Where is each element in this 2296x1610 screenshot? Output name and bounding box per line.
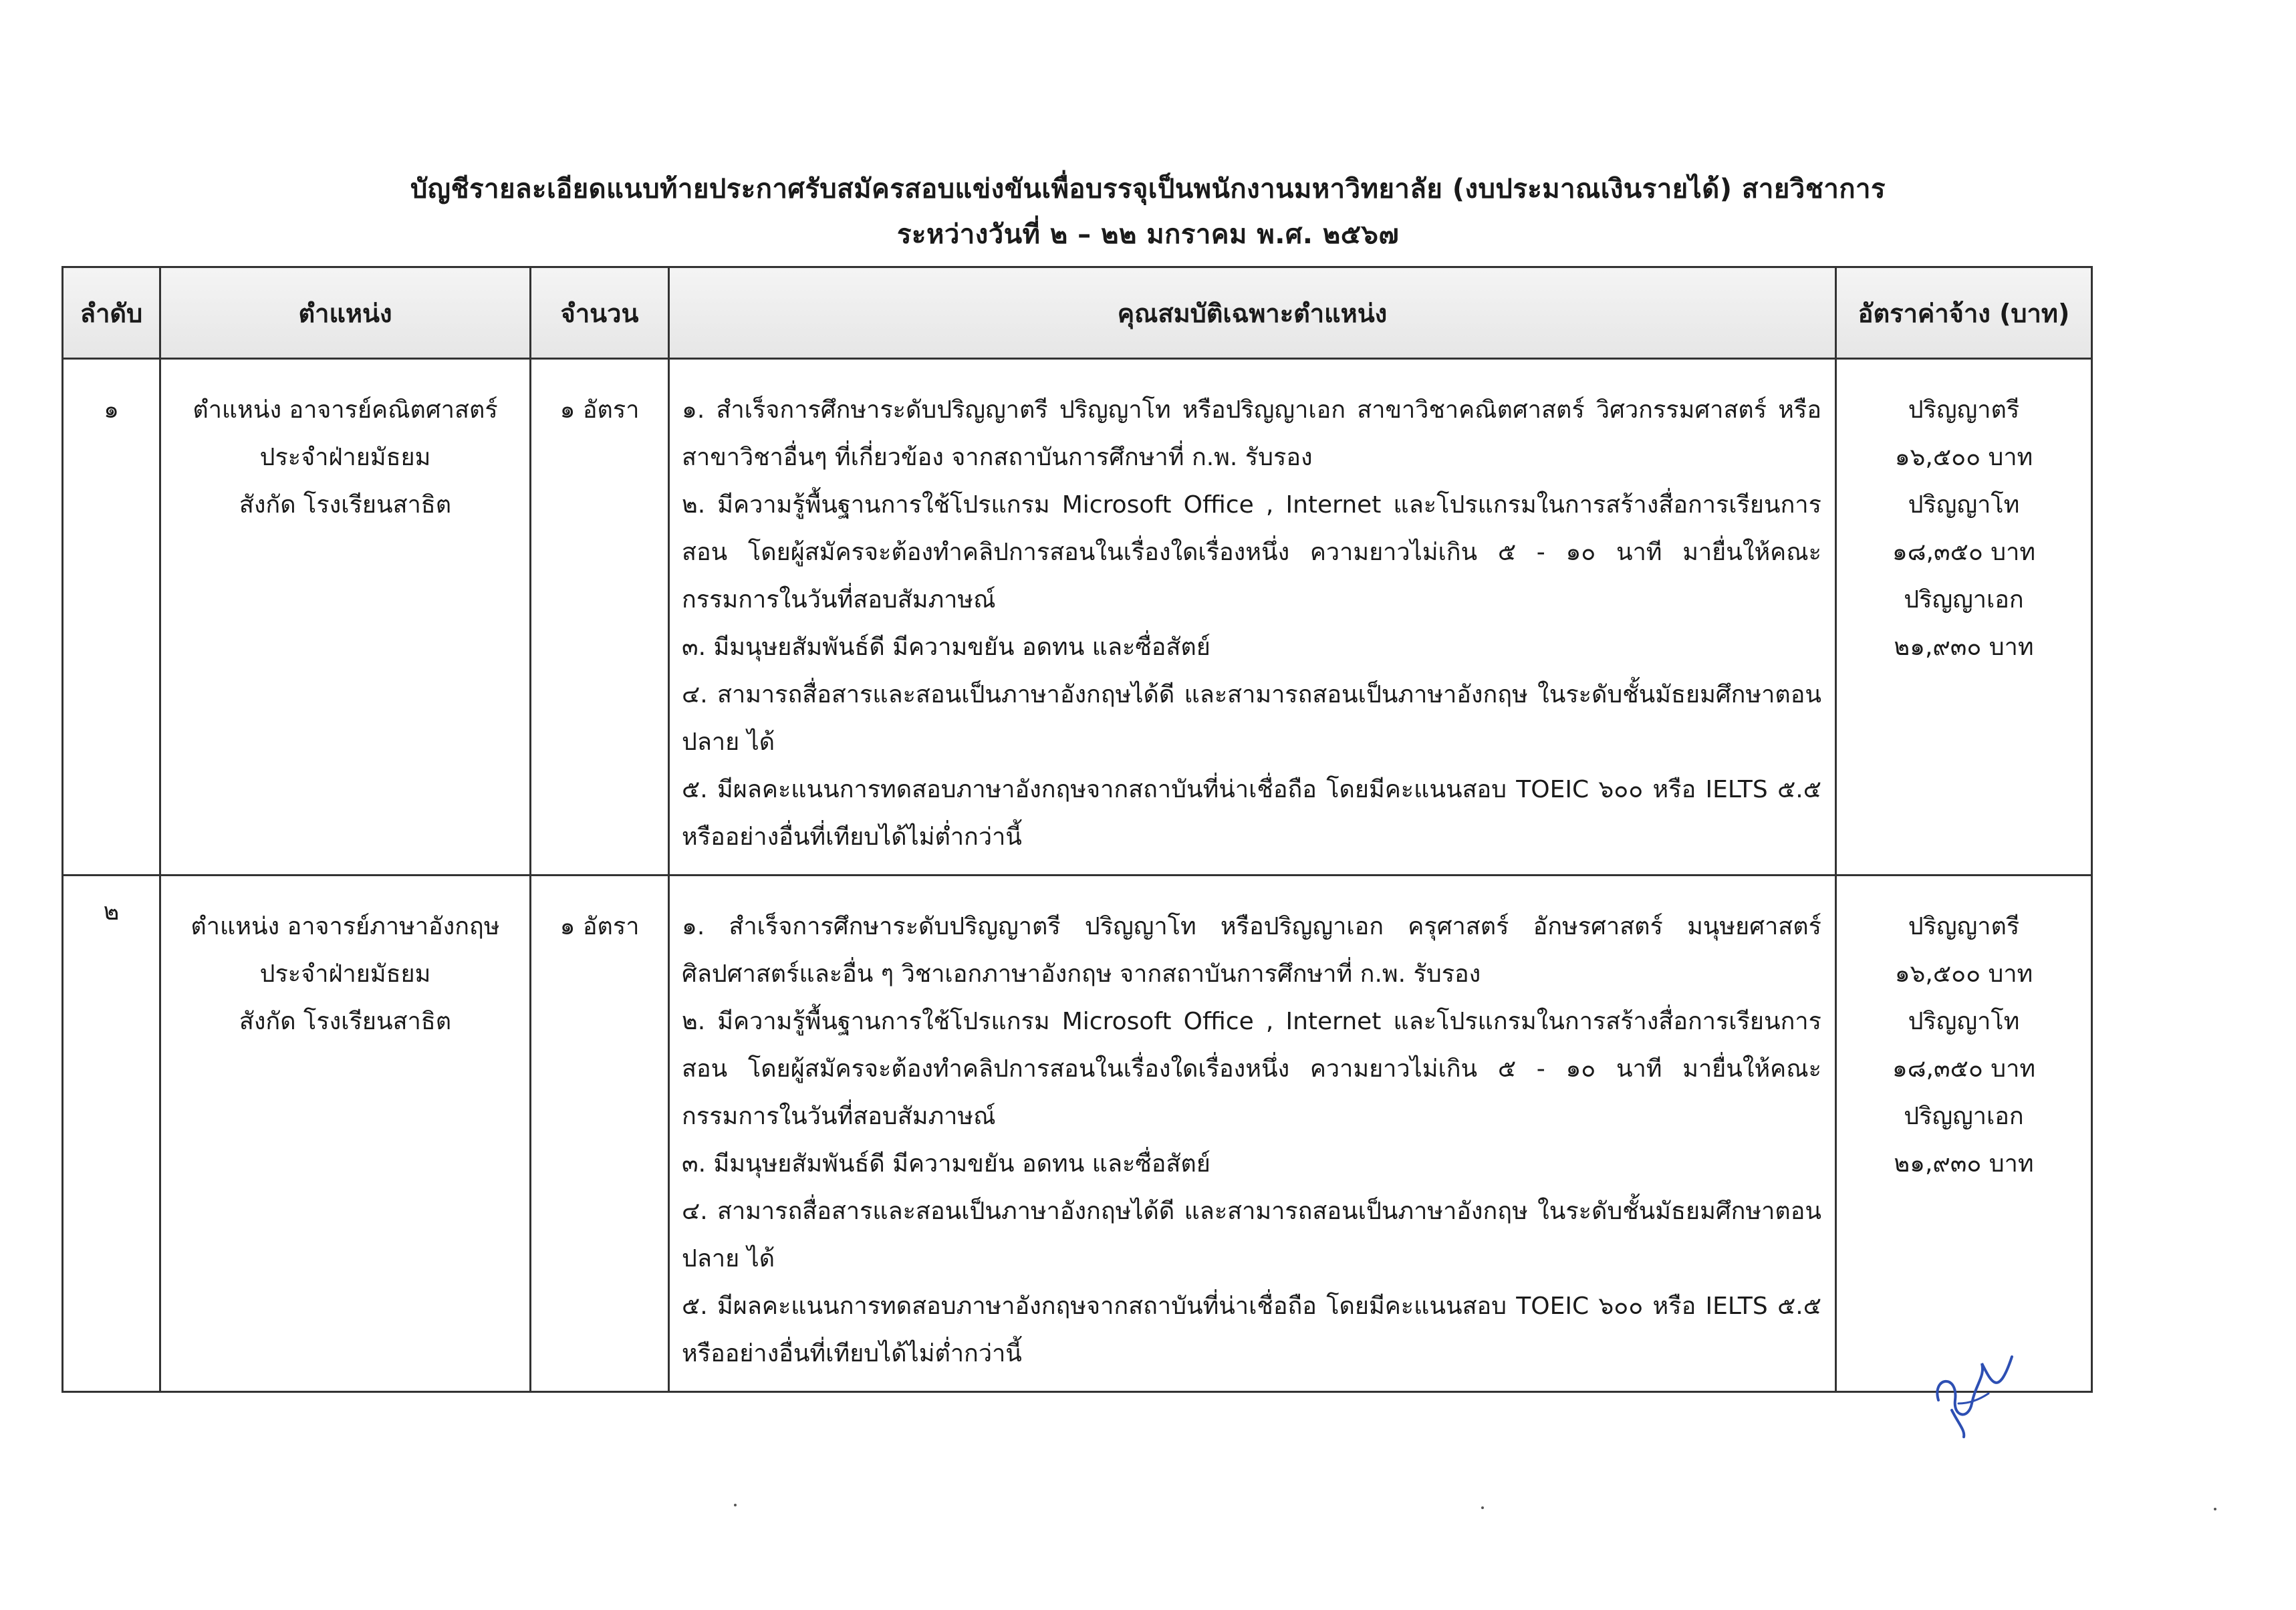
position-title: ตำแหน่ง อาจารย์ภาษาอังกฤษ (190, 913, 500, 940)
qualifications-cell (669, 876, 1836, 1392)
rate-amount: ๑๖,๕๐๐ บาท (1894, 960, 2033, 988)
rate-degree: ปริญญาโท (1908, 1008, 2020, 1035)
document-date-range: ระหว่างวันที่ ๒ – ๒๒ มกราคม พ.ศ. ๒๕๖๗ (896, 219, 1400, 250)
qualification-item: ๕. มีผลคะแนนการทดสอบภาษาอังกฤษจากสถาบันที่น่าเชื่อถือ โดยมีคะแนนสอบ TOEIC ๖๐๐ หรือ IELTS ๕.๕ หรืออย่างอื่นที่เทียบได้ไม่ต่ำกว่านี้ (682, 776, 1821, 851)
table-row (63, 876, 2092, 1392)
qualification-item: ๓. มีมนุษยสัมพันธ์ดี มีความขยัน อดทน และซื่อสัตย์ (682, 634, 1210, 661)
rate-amount: ๒๑,๙๓๐ บาท (1894, 634, 2034, 661)
header-qualifications: คุณสมบัติเฉพาะตำแหน่ง (669, 267, 1836, 359)
position-division: ประจำฝ่ายมัธยม (259, 960, 431, 988)
qualification-item: ๓. มีมนุษยสัมพันธ์ดี มีความขยัน อดทน และซื่อสัตย์ (682, 1150, 1210, 1178)
vacancy-count: ๑ อัตรา (531, 359, 669, 876)
qualifications-cell (669, 359, 1836, 876)
position-title: ตำแหน่ง อาจารย์คณิตศาสตร์ (193, 396, 498, 424)
rate-amount: ๑๖,๕๐๐ บาท (1894, 444, 2033, 471)
document-title: บัญชีรายละเอียดแนบท้ายประกาศรับสมัครสอบแข่งขันเพื่อบรรจุเป็นพนักงานมหาวิทยาลัย (งบประมาณเงินรายได้) สายวิชาการ (410, 174, 1886, 205)
qualification-item: ๒. มีความรู้พื้นฐานการใช้โปรแกรม Microsoft Office , Internet และโปรแกรมในการสร้างสื่อการเรียนการสอน โดยผู้สมัครจะต้องทำคลิปการสอนในเรื่องใดเรื่องหนึ่ง ความยาวไม่เกิน ๕ - ๑๐ นาที มายื่นให้คณะกรรมการในวันที่สอบสัมภาษณ์ (682, 491, 1821, 614)
position-affiliation: สังกัด โรงเรียนสาธิต (239, 491, 452, 519)
scan-speck (1481, 1506, 1484, 1509)
qualification-item: ๔. สามารถสื่อสารและสอนเป็นภาษาอังกฤษได้ดี และสามารถสอนเป็นภาษาอังกฤษ ในระดับชั้นมัธยมศึกษาตอนปลาย ได้ (682, 681, 1821, 756)
rate-amount: ๑๘,๓๕๐ บาท (1892, 1055, 2036, 1083)
signature-icon (1918, 1337, 2025, 1444)
positions-table (61, 266, 2093, 1393)
row-number: ๒ (63, 876, 160, 1392)
header-position: ตำแหน่ง (160, 267, 531, 359)
rate-degree: ปริญญาเอก (1904, 1103, 2024, 1130)
rate-degree: ปริญญาโท (1908, 491, 2020, 519)
position-affiliation: สังกัด โรงเรียนสาธิต (239, 1008, 452, 1035)
row-number: ๑ (63, 359, 160, 876)
rate-degree: ปริญญาตรี (1908, 396, 2020, 424)
vacancy-count: ๑ อัตรา (531, 876, 669, 1392)
header-rate: อัตราค่าจ้าง (บาท) (1836, 267, 2092, 359)
qualification-item: ๑. สำเร็จการศึกษาระดับปริญญาตรี ปริญญาโท หรือปริญญาเอก ครุศาสตร์ อักษรศาสตร์ มนุษยศาสตร์ ศิลปศาสตร์และอื่น ๆ วิชาเอกภาษาอังกฤษ จากสถาบันการศึกษาที่ ก.พ. รับรอง (682, 913, 1821, 988)
rate-cell (1836, 876, 2092, 1392)
header-count: จำนวน (531, 267, 669, 359)
qualification-item: ๕. มีผลคะแนนการทดสอบภาษาอังกฤษจากสถาบันที่น่าเชื่อถือ โดยมีคะแนนสอบ TOEIC ๖๐๐ หรือ IELTS ๕.๕ หรืออย่างอื่นที่เทียบได้ไม่ต่ำกว่านี้ (682, 1293, 1821, 1367)
rate-amount: ๑๘,๓๕๐ บาท (1892, 539, 2036, 566)
table-row (63, 359, 2092, 876)
rate-amount: ๒๑,๙๓๐ บาท (1894, 1150, 2034, 1178)
rate-degree: ปริญญาตรี (1908, 913, 2020, 940)
position-division: ประจำฝ่ายมัธยม (259, 444, 431, 471)
qualification-item: ๔. สามารถสื่อสารและสอนเป็นภาษาอังกฤษได้ดี และสามารถสอนเป็นภาษาอังกฤษ ในระดับชั้นมัธยมศึกษาตอนปลาย ได้ (682, 1198, 1821, 1272)
position-cell (160, 876, 531, 1392)
position-cell (160, 359, 531, 876)
scan-speck (2214, 1508, 2216, 1510)
qualification-item: ๑. สำเร็จการศึกษาระดับปริญญาตรี ปริญญาโท หรือปริญญาเอก สาขาวิชาคณิตศาสตร์ วิศวกรรมศาสตร์ หรือสาขาวิชาอื่นๆ ที่เกี่ยวข้อง จากสถาบันการศึกษาที่ ก.พ. รับรอง (682, 396, 1821, 471)
rate-degree: ปริญญาเอก (1904, 586, 2024, 614)
header-no: ลำดับ (63, 267, 160, 359)
qualification-item: ๒. มีความรู้พื้นฐานการใช้โปรแกรม Microsoft Office , Internet และโปรแกรมในการสร้างสื่อการเรียนการสอน โดยผู้สมัครจะต้องทำคลิปการสอนในเรื่องใดเรื่องหนึ่ง ความยาวไม่เกิน ๕ - ๑๐ นาที มายื่นให้คณะกรรมการในวันที่สอบสัมภาษณ์ (682, 1008, 1821, 1130)
scan-speck (734, 1504, 737, 1506)
rate-cell (1836, 359, 2092, 876)
table-header-row (63, 267, 2092, 359)
